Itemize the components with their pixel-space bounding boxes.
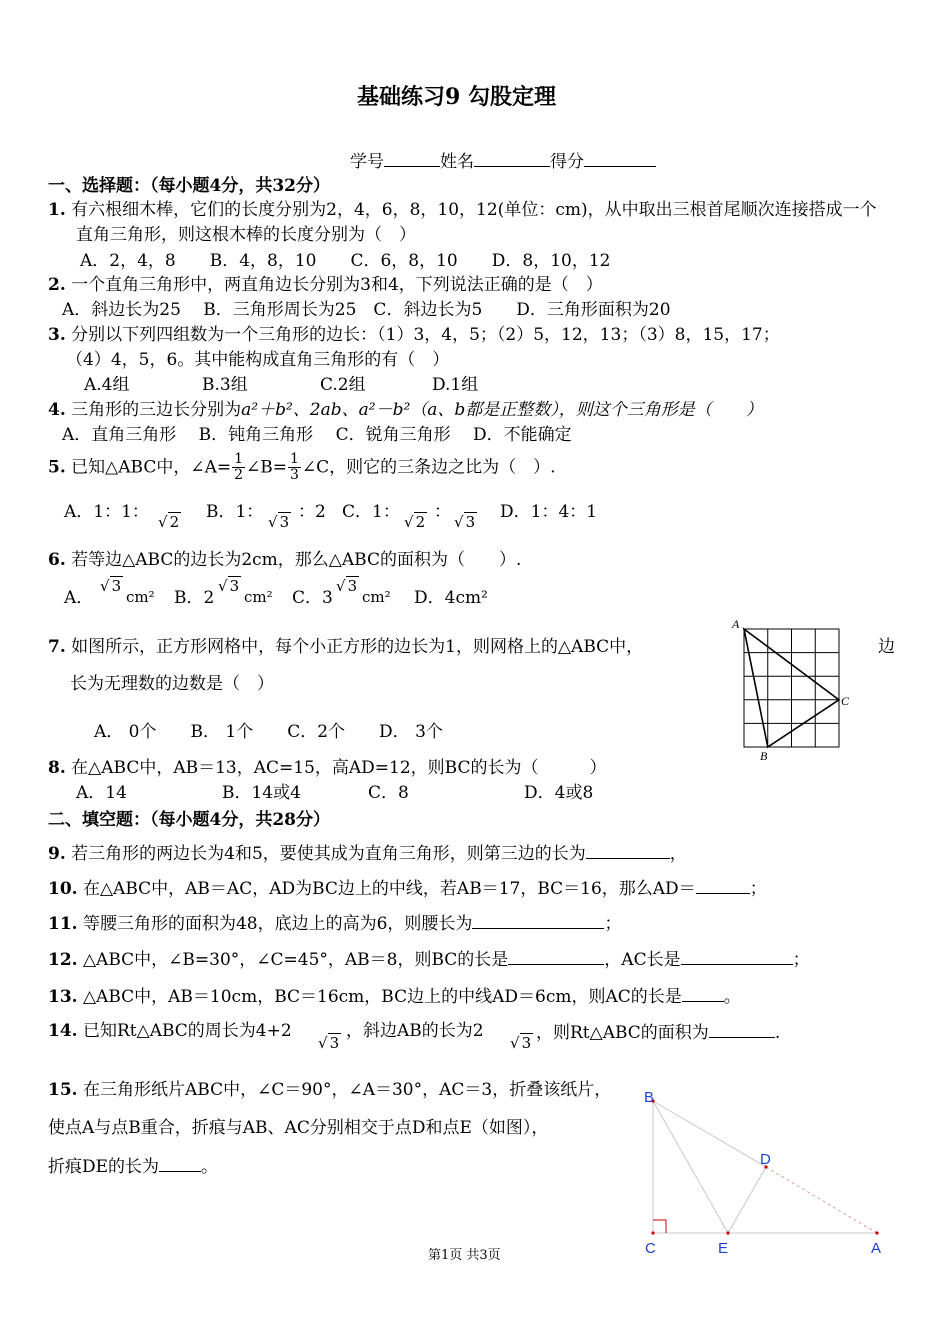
question-5-option-c [342,502,400,522]
question-number: 14. [48,1021,78,1041]
question-6 [48,550,521,570]
question-3-text: 分别以下列四组数为一个三角形的边长：（1）3，4，5；（2）5，12，13；（3）8，15，17； [71,325,780,345]
question-4-expression: a²＋b²、2ab、a²－b²（a、b都是正整数），则这个三角形是（ ） [241,400,763,420]
answer-blank-bc[interactable] [508,948,604,965]
sqrt-3-6b: √ 3 [218,577,240,595]
question-number: 10. [48,879,78,899]
question-15-text-3 [48,1155,218,1177]
punctuation: 。 [723,987,741,1007]
question-number: 6. [48,550,66,570]
question-4 [48,400,763,420]
question-14-text: 已知Rt△ABC的周长为4+2 [82,1021,292,1041]
student-info-line [350,150,656,172]
score-label: 得分 [550,152,584,172]
side-bd [653,1101,766,1167]
question-9 [48,842,687,864]
punctuation: ； [604,914,622,934]
answer-blank[interactable] [472,912,604,929]
answer-blank[interactable] [586,842,670,859]
page-title: 基础练习9 勾股定理 [357,84,556,110]
question-14-text-post: ，则Rt△ABC的面积为 [536,1023,709,1043]
label-a: A [871,1240,882,1257]
question-6-option-d: D．4cm² [414,588,488,608]
punctuation: ， [669,844,687,864]
sqrt-3-b: √ 3 [268,513,290,531]
question-5-option-a [64,502,149,522]
question-6-option-c: C．3 [292,588,333,608]
question-number: 12. [48,950,78,970]
section-2-heading: 二、填空题：（每小题4分，共28分） [48,810,330,830]
question-7-text-end: 边 [878,637,895,657]
question-3 [48,325,780,345]
question-3-option-d: D.1组 [432,375,479,395]
question-5-option-c-sep: ： [434,502,451,522]
score-blank[interactable] [584,150,656,167]
radicand: 2 [415,513,426,531]
question-15-text-2: 使点A与点B重合，折痕与AB、AC分别相交于点D和点E（如图）， [48,1118,549,1138]
answer-blank-ac[interactable] [681,948,793,965]
question-14 [48,1021,292,1041]
page-footer: 第1页 共3页 [428,1248,501,1263]
fraction-denominator: 2 [234,467,244,484]
question-15-text: 在三角形纸片ABC中，∠C＝90°，∠A＝30°，AC＝3，折叠该纸片， [82,1080,612,1100]
question-12-text-mid: ，AC长是 [604,950,681,970]
question-5-text: 已知△ABC中，∠A= [71,457,232,478]
vertex-label-c: C [841,694,850,708]
question-8 [48,758,606,778]
radicand: 3 [521,1034,532,1052]
question-3-option-c: C.2组 [320,375,366,395]
question-9-text: 若三角形的两边长为4和5，要使其成为直角三角形，则第三边的长为 [71,844,586,864]
question-15 [48,1080,611,1100]
radicand: 3 [329,1034,340,1052]
question-1-text-2: 直角三角形，则这根木棒的长度分别为（ ） [76,225,416,245]
name-blank[interactable] [474,150,550,167]
question-10 [48,877,767,899]
question-1-text: 有六根细木棒，它们的长度分别为2，4，6，8，10，12(单位：cm)，从中取出三根首尾顺次连接搭成一个 [71,200,877,220]
sqrt-3-14a: √ 3 [318,1034,340,1052]
unit-cm2: cm² [126,588,155,606]
question-2 [48,275,603,295]
question-3-text-2: （4）4，5，6。其中能构成直角三角形的有（ ） [66,350,450,370]
question-5-option-d: D．1：4：1 [500,502,598,522]
name-label: 姓名 [440,152,474,172]
question-2-text: 一个直角三角形中，两直角边长分别为3和4，下列说法正确的是（ ） [71,275,603,295]
segment-be [653,1101,728,1233]
question-number: 3. [48,325,66,345]
punctuation: 。 [201,1157,219,1177]
question-5-text-mid: ∠B= [246,457,287,478]
radicand: 3 [229,577,240,595]
question-8-option-a: A．14 [76,783,127,803]
question-1 [48,200,877,220]
radicand: 3 [465,513,476,531]
question-11 [48,912,621,934]
student-no-blank[interactable] [384,150,440,167]
radicand: 3 [111,577,122,595]
answer-blank[interactable] [696,877,750,894]
punctuation: ； [792,950,810,970]
question-8-option-d: D．4或8 [524,783,594,803]
question-6-text: 若等边△ABC的边长为2cm，那么△ABC的面积为（ ）. [71,550,522,570]
question-6-option-b: B．2 [174,588,215,608]
point-a [875,1231,878,1234]
question-number: 4. [48,400,66,420]
fraction-numerator: 1 [234,451,244,467]
question-7-text-2: 长为无理数的边数是（ ） [70,674,274,694]
question-3-option-a: A.4组 [84,375,130,395]
question-7 [48,637,643,657]
question-1-options: A．2，4，8 B．4，8，10 C．6，8，10 D．8，10，12 [80,251,611,271]
label-d: D [760,1151,771,1168]
answer-blank[interactable] [682,985,724,1002]
radicand: 3 [279,513,290,531]
vertex-label-a: A [732,617,740,631]
question-number: 5. [48,457,66,478]
question-5 [48,452,556,484]
folding-triangle-figure [630,1080,900,1260]
fraction-denominator: 3 [290,467,299,484]
question-15-text-3a: 折痕DE的长为 [48,1157,160,1177]
option-label: B．1： [206,502,264,522]
question-6-option-a: A． [64,588,94,608]
side-da-folded [766,1167,877,1233]
question-5-text-end: ∠C，则它的三条边之比为（ ）. [301,457,556,478]
sqrt-3-6c: √ 3 [336,577,358,595]
question-13-text: △ABC中，AB＝10cm，BC＝16cm，BC边上的中线AD＝6cm，则AC的长是 [82,987,682,1007]
sqrt-2-a: √ 2 [158,513,180,531]
question-12 [48,948,810,970]
fold-line-de [728,1167,766,1233]
question-14-text-end [536,1021,780,1043]
question-4-options: A．直角三角形 B．钝角三角形 C．锐角三角形 D．不能确定 [62,425,572,445]
label-c: C [645,1240,656,1257]
option-label: C．1： [342,502,400,522]
question-number: 2. [48,275,66,295]
label-e: E [718,1240,729,1257]
question-13 [48,985,741,1007]
radicand: 3 [347,577,358,595]
sqrt-3-14b: √ 3 [510,1034,532,1052]
grid-triangle-figure [730,615,854,765]
question-number: 13. [48,987,78,1007]
sqrt-2-c: √ 2 [404,513,426,531]
answer-blank[interactable] [159,1155,201,1172]
question-number: 11. [48,914,78,934]
fraction-half [232,452,245,484]
sqrt-3-c: √ 3 [454,513,476,531]
question-11-text: 等腰三角形的面积为48，底边上的高为6，则腰长为 [82,914,473,934]
vertex-label-b: B [760,749,768,763]
option-label: A．1：1： [64,502,149,522]
right-angle-mark [653,1220,666,1233]
unit-cm2: cm² [244,588,273,606]
question-8-text: 在△ABC中，AB＝13，AC=15，高AD=12，则BC的长为（ ） [71,758,607,778]
answer-blank[interactable] [709,1021,775,1038]
section-1-heading: 一、选择题：（每小题4分，共32分） [48,176,330,196]
question-5-option-b [206,502,263,522]
student-no-label: 学号 [350,152,384,172]
question-5-option-b-end: ：2 [298,502,326,522]
question-8-option-c: C．8 [368,783,409,803]
question-7-options: A． 0个 B． 1个 C．2个 D． 3个 [94,722,443,742]
question-12-text: △ABC中，∠B=30°，∠C=45°，AB＝8，则BC的长是 [82,950,509,970]
radicand: 2 [169,513,180,531]
question-7-text: 如图所示，正方形网格中，每个小正方形的边长为1，则网格上的△ABC中， [71,637,644,657]
unit-cm2: cm² [362,588,391,606]
square-grid [744,629,839,747]
point-c [651,1231,654,1234]
punctuation: ； [749,879,767,899]
question-number: 1. [48,200,66,220]
question-number: 7. [48,637,66,657]
sqrt-3-6a: √ 3 [100,577,122,595]
point-e [726,1231,729,1234]
question-8-option-b: B．14或4 [222,783,301,803]
punctuation: . [774,1023,781,1043]
question-3-option-b: B.3组 [202,375,248,395]
question-number: 15. [48,1080,78,1100]
question-number: 9. [48,844,66,864]
question-14-text-mid: ，斜边AB的长为2 [346,1021,484,1041]
question-number: 8. [48,758,66,778]
question-10-text: 在△ABC中，AB＝AC，AD为BC边上的中线，若AB＝17，BC＝16，那么AD＝ [82,879,696,899]
fraction-third [288,452,301,484]
label-b: B [644,1089,655,1106]
fraction-numerator: 1 [290,451,299,467]
question-2-options: A．斜边长为25 B．三角形周长为25 C．斜边长为5 D．三角形面积为20 [62,300,671,320]
question-4-text: 三角形的三边长分别为 [71,400,242,420]
